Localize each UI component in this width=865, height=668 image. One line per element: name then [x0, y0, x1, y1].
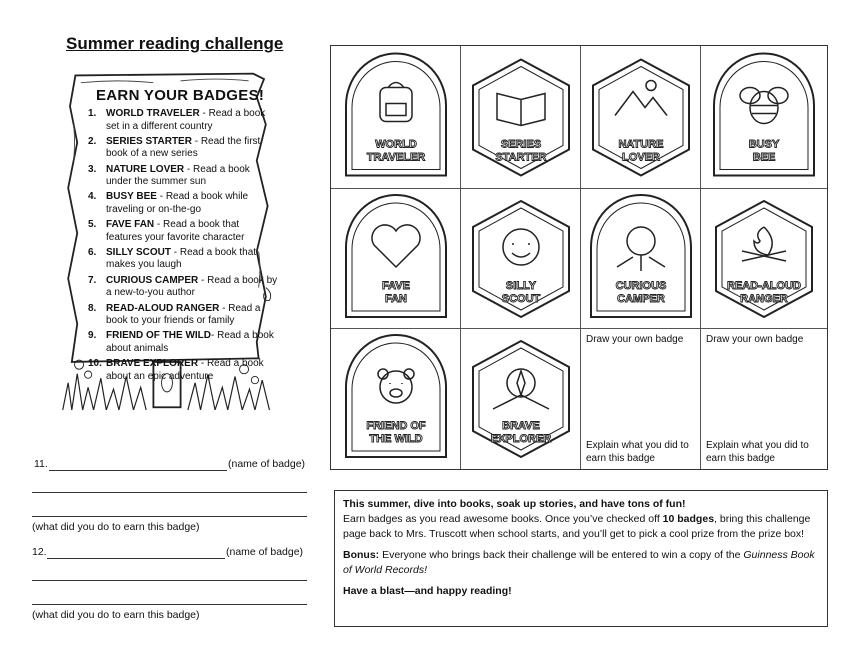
- badge-drawing: [331, 329, 461, 469]
- badge-drawing: [461, 329, 581, 469]
- badge-list-number: 3.: [88, 163, 97, 175]
- badge-list-item: [88, 275, 278, 300]
- info-p1-b: , bring this challenge page back to Mrs. Truscott when school starts, and you’ll get to pick a cool prize from the prize box!: [343, 513, 811, 540]
- badge-12-name-hint: (name of badge): [226, 546, 304, 558]
- badge-list-name: WORLD TRAVELER: [106, 108, 200, 119]
- badge-12-earn-hint: (what did you do to earn this badge): [32, 609, 200, 621]
- badge-label-line-2: STARTER: [495, 151, 547, 164]
- badge-cell-read-aloud-ranger: [701, 189, 827, 329]
- badge-label-line-1: WORLD: [375, 138, 417, 151]
- badge-label-line-1: BUSY: [748, 138, 780, 151]
- badge-list-desc: - Read a book to your friends or family: [106, 302, 261, 327]
- badge-list-number: 10.: [88, 358, 102, 370]
- badge-list-item: [88, 330, 278, 355]
- badge-list-number: 6.: [88, 246, 97, 258]
- draw-your-own-badge-cell[interactable]: [581, 329, 701, 469]
- badge-label-line-1: FRIEND OF: [366, 420, 426, 432]
- badge-drawing: [461, 189, 581, 329]
- info-closing: Have a blast—and happy reading!: [343, 585, 512, 597]
- badge-list-name: READ-ALOUD RANGER: [106, 302, 220, 314]
- badge-list-name: FAVE FAN: [106, 219, 155, 231]
- badge-11-earn-hint: (what did you do to earn this badge): [32, 521, 200, 533]
- info-p1-a: Earn badges as you read awesome books. Once you’ve checked off: [343, 513, 663, 525]
- badge-11-number: 11.: [34, 458, 48, 470]
- info-p1-bold: 10 badges: [662, 513, 715, 525]
- badge-list-number: 5.: [88, 219, 97, 231]
- badge-cell-world-traveler: [331, 46, 461, 189]
- info-box: [334, 490, 828, 627]
- badge-list-number: 9.: [88, 330, 97, 342]
- explain-badge-prompt: Explain what you did to earn this badge: [586, 440, 689, 464]
- badge-label-line-2: BEE: [752, 151, 776, 164]
- draw-your-own-badge-cell[interactable]: [701, 329, 827, 469]
- badge-list-desc: - Read the first book of a new series: [106, 135, 261, 160]
- badge-11-name-hint: (name of badge): [228, 458, 306, 470]
- badge-list-item: [88, 136, 278, 161]
- badge-label-line-1: CURIOUS: [615, 280, 667, 292]
- badge-list-name: BUSY BEE: [106, 191, 157, 203]
- draw-badge-prompt: Draw your own badge: [586, 334, 684, 345]
- badge-cell-brave-explorer: [461, 329, 581, 469]
- badge-list-name: SILLY SCOUT: [106, 246, 172, 258]
- badge-list-number: 1.: [88, 108, 97, 119]
- badge-label-line-2: SCOUT: [501, 293, 541, 305]
- badge-12-name-line[interactable]: [47, 558, 225, 559]
- badge-list-desc: - Read a book that features your favorite character: [106, 219, 245, 243]
- badge-cell-silly-scout: [461, 189, 581, 329]
- sign-heading: EARN YOUR BADGES!: [96, 87, 265, 104]
- badge-list-name: CURIOUS CAMPER: [106, 274, 199, 286]
- badge-label-line-1: NATURE: [618, 138, 664, 151]
- badge-label-line-1: READ-ALOUD: [727, 280, 801, 292]
- badge-drawing: [581, 189, 701, 329]
- badge-list-item: [88, 247, 278, 272]
- badge-drawing: [461, 46, 581, 189]
- badge-11-earn-line-1[interactable]: [32, 492, 307, 493]
- badge-list-number: 4.: [88, 191, 97, 203]
- badge-list-item: [88, 219, 278, 244]
- info-bonus-text: Everyone who brings back their challenge will be entered to win a copy of the: [379, 549, 744, 561]
- badge-label-line-1: SERIES: [500, 138, 542, 151]
- badge-cell-friend-of-the-wild: [331, 329, 461, 469]
- badge-drawing: [701, 189, 827, 329]
- badge-drawing: [581, 46, 701, 189]
- badge-label-line-2: TRAVELER: [366, 151, 426, 164]
- badge-cell-series-starter: [461, 46, 581, 189]
- badge-label-line-2: RANGER: [740, 293, 788, 305]
- badge-list-desc: - Read a book that makes you laugh: [106, 246, 257, 271]
- badge-list-desc: - Read a book under the summer sun: [106, 163, 250, 188]
- badge-label-line-2: THE WILD: [369, 433, 423, 445]
- badge-11-earn-line-2[interactable]: [32, 516, 307, 517]
- badge-label-line-1: SILLY: [505, 280, 537, 292]
- badge-12-earn-line-1[interactable]: [32, 580, 307, 581]
- badge-cell-nature-lover: [581, 46, 701, 189]
- badge-label-line-1: BRAVE: [502, 420, 540, 432]
- badge-list-item: [88, 108, 278, 133]
- badge-list-number: 2.: [88, 135, 97, 147]
- badge-list-item: [88, 191, 278, 216]
- badge-list-desc: - Read a book about animals: [106, 330, 274, 354]
- info-intro: This summer, dive into books, soak up stories, and have tons of fun!: [343, 498, 686, 510]
- badge-list-desc: - Read a book while traveling or on-the-go: [106, 191, 249, 215]
- badge-list-desc: - Read a book by a new-to-you author: [106, 274, 278, 299]
- badge-list-number: 7.: [88, 274, 97, 286]
- draw-badge-prompt: Draw your own badge: [706, 334, 804, 345]
- badge-drawing: [701, 46, 827, 189]
- badge-label-line-2: EXPLORER: [490, 433, 552, 445]
- badge-grid: [330, 45, 828, 470]
- badge-list: [88, 108, 278, 386]
- badge-list-name: FRIEND OF THE WILD: [106, 330, 211, 342]
- badge-label-line-2: LOVER: [622, 151, 660, 164]
- badge-list-name: BRAVE EXPLORER: [106, 358, 199, 370]
- badge-cell-curious-camper: [581, 189, 701, 329]
- badge-cell-busy-bee: [701, 46, 827, 189]
- badge-cell-fave-fan: [331, 189, 461, 329]
- info-bonus-label: Bonus:: [343, 549, 380, 561]
- info-bonus-book: Guinness Book of World Records!: [343, 549, 815, 576]
- badge-list-number: 8.: [88, 302, 97, 314]
- badge-label-line-2: CAMPER: [617, 293, 665, 305]
- badge-list-name: NATURE LOVER: [106, 163, 185, 175]
- badge-drawing: [331, 189, 461, 329]
- badge-label-line-1: FAVE: [382, 280, 410, 292]
- badge-list-item: [88, 164, 278, 189]
- badge-11-name-line[interactable]: [49, 470, 227, 471]
- badge-list-item: [88, 358, 278, 383]
- badge-list-name: SERIES STARTER: [106, 135, 192, 147]
- badge-list-desc: - Read a book about an epic adventure: [106, 358, 264, 382]
- badge-label-line-2: FAN: [385, 293, 407, 305]
- explain-badge-prompt: Explain what you did to earn this badge: [706, 440, 809, 464]
- page-title: Summer reading challenge: [66, 34, 284, 53]
- badge-drawing: [331, 46, 461, 189]
- badge-12-number: 12.: [32, 546, 47, 558]
- badge-12-earn-line-2[interactable]: [32, 604, 307, 605]
- badge-list-desc: - Read a book set in a different country: [106, 108, 266, 132]
- badge-list-item: [88, 303, 278, 328]
